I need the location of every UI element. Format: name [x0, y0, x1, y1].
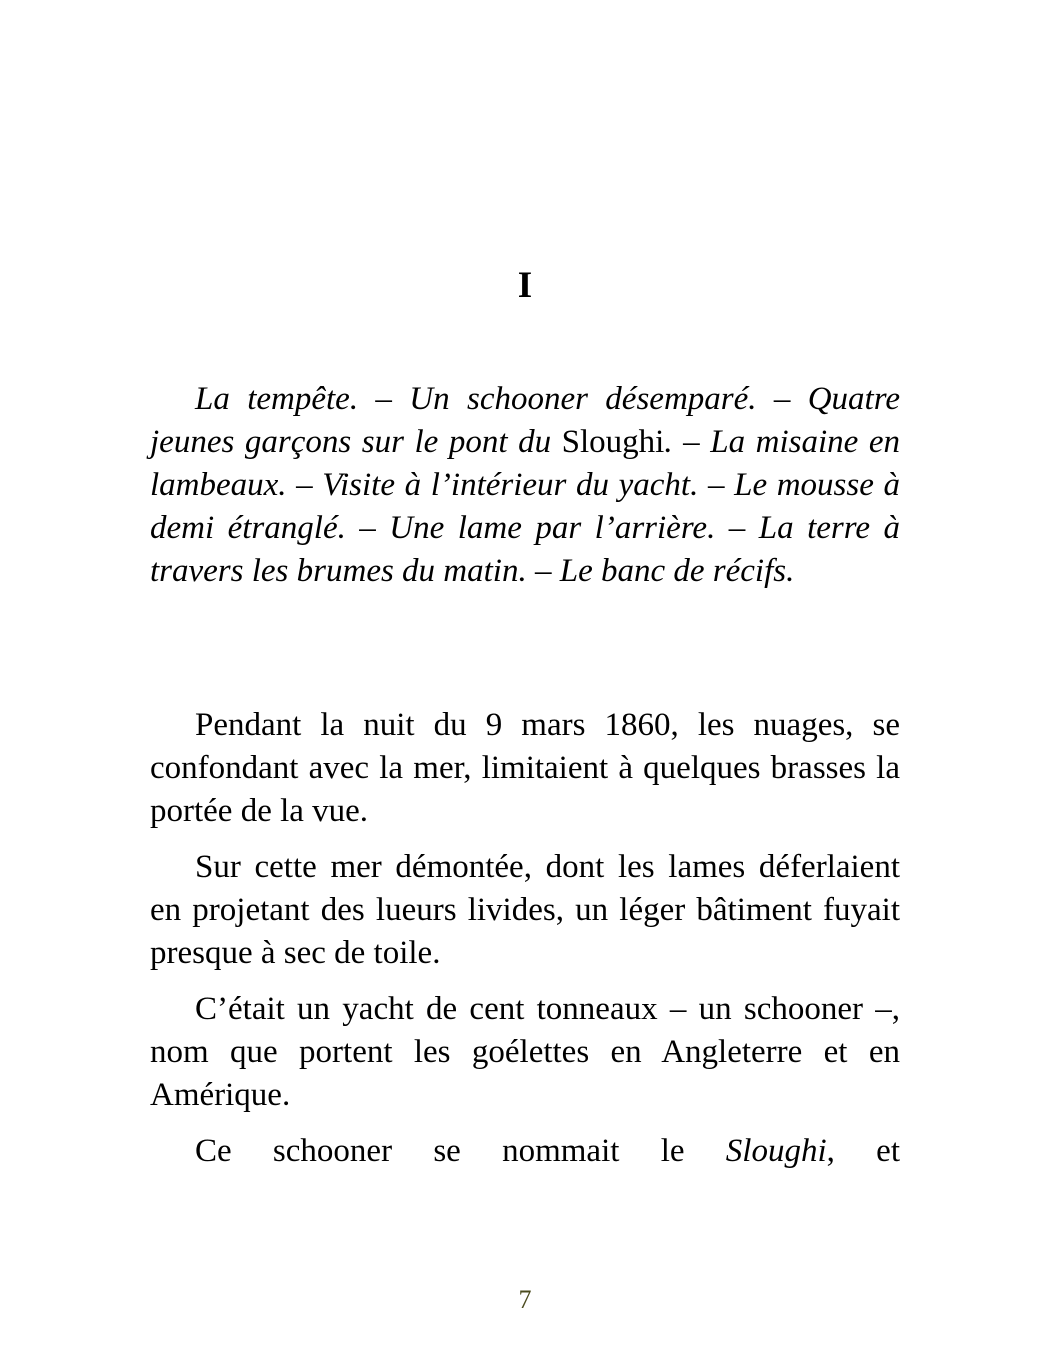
last-paragraph-after: , et [826, 1133, 900, 1169]
chapter-summary [150, 378, 900, 593]
paragraph: Pendant la nuit du 9 mars 1860, les nuages, se confondant avec la mer, limitaient à quelques brasses la portée de la vue. [150, 707, 900, 829]
summary-ship-name: Sloughi [561, 424, 665, 460]
paragraph-last [150, 1130, 900, 1173]
paragraph: C’était un yacht de cent tonneaux – un schooner –, nom que portent les goélettes en Angleterre et en Amérique. [150, 991, 900, 1113]
paragraph: Sur cette mer démontée, dont les lames déferlaient en projetant des lueurs livides, un léger bâtiment fuyait presque à sec de toile. [150, 849, 900, 971]
chapter-number: I [517, 265, 533, 306]
last-paragraph-ship-name: Sloughi [725, 1133, 827, 1169]
summary-text-part2: . – La misaine en lambeaux. – Visite à l’intérieur du yacht. – Le mousse à demi étranglé. – Une lame par l’arrière. – La terre à travers les brumes du matin. – Le banc de récifs. [150, 424, 900, 589]
page-number: 7 [518, 1285, 532, 1314]
last-paragraph-before: Ce schooner se nommait le [195, 1133, 726, 1169]
summary-text-part1: La tempête. – Un schooner désemparé. – Quatre jeunes garçons sur le pont du [150, 381, 900, 460]
chapter-body [150, 704, 900, 1186]
